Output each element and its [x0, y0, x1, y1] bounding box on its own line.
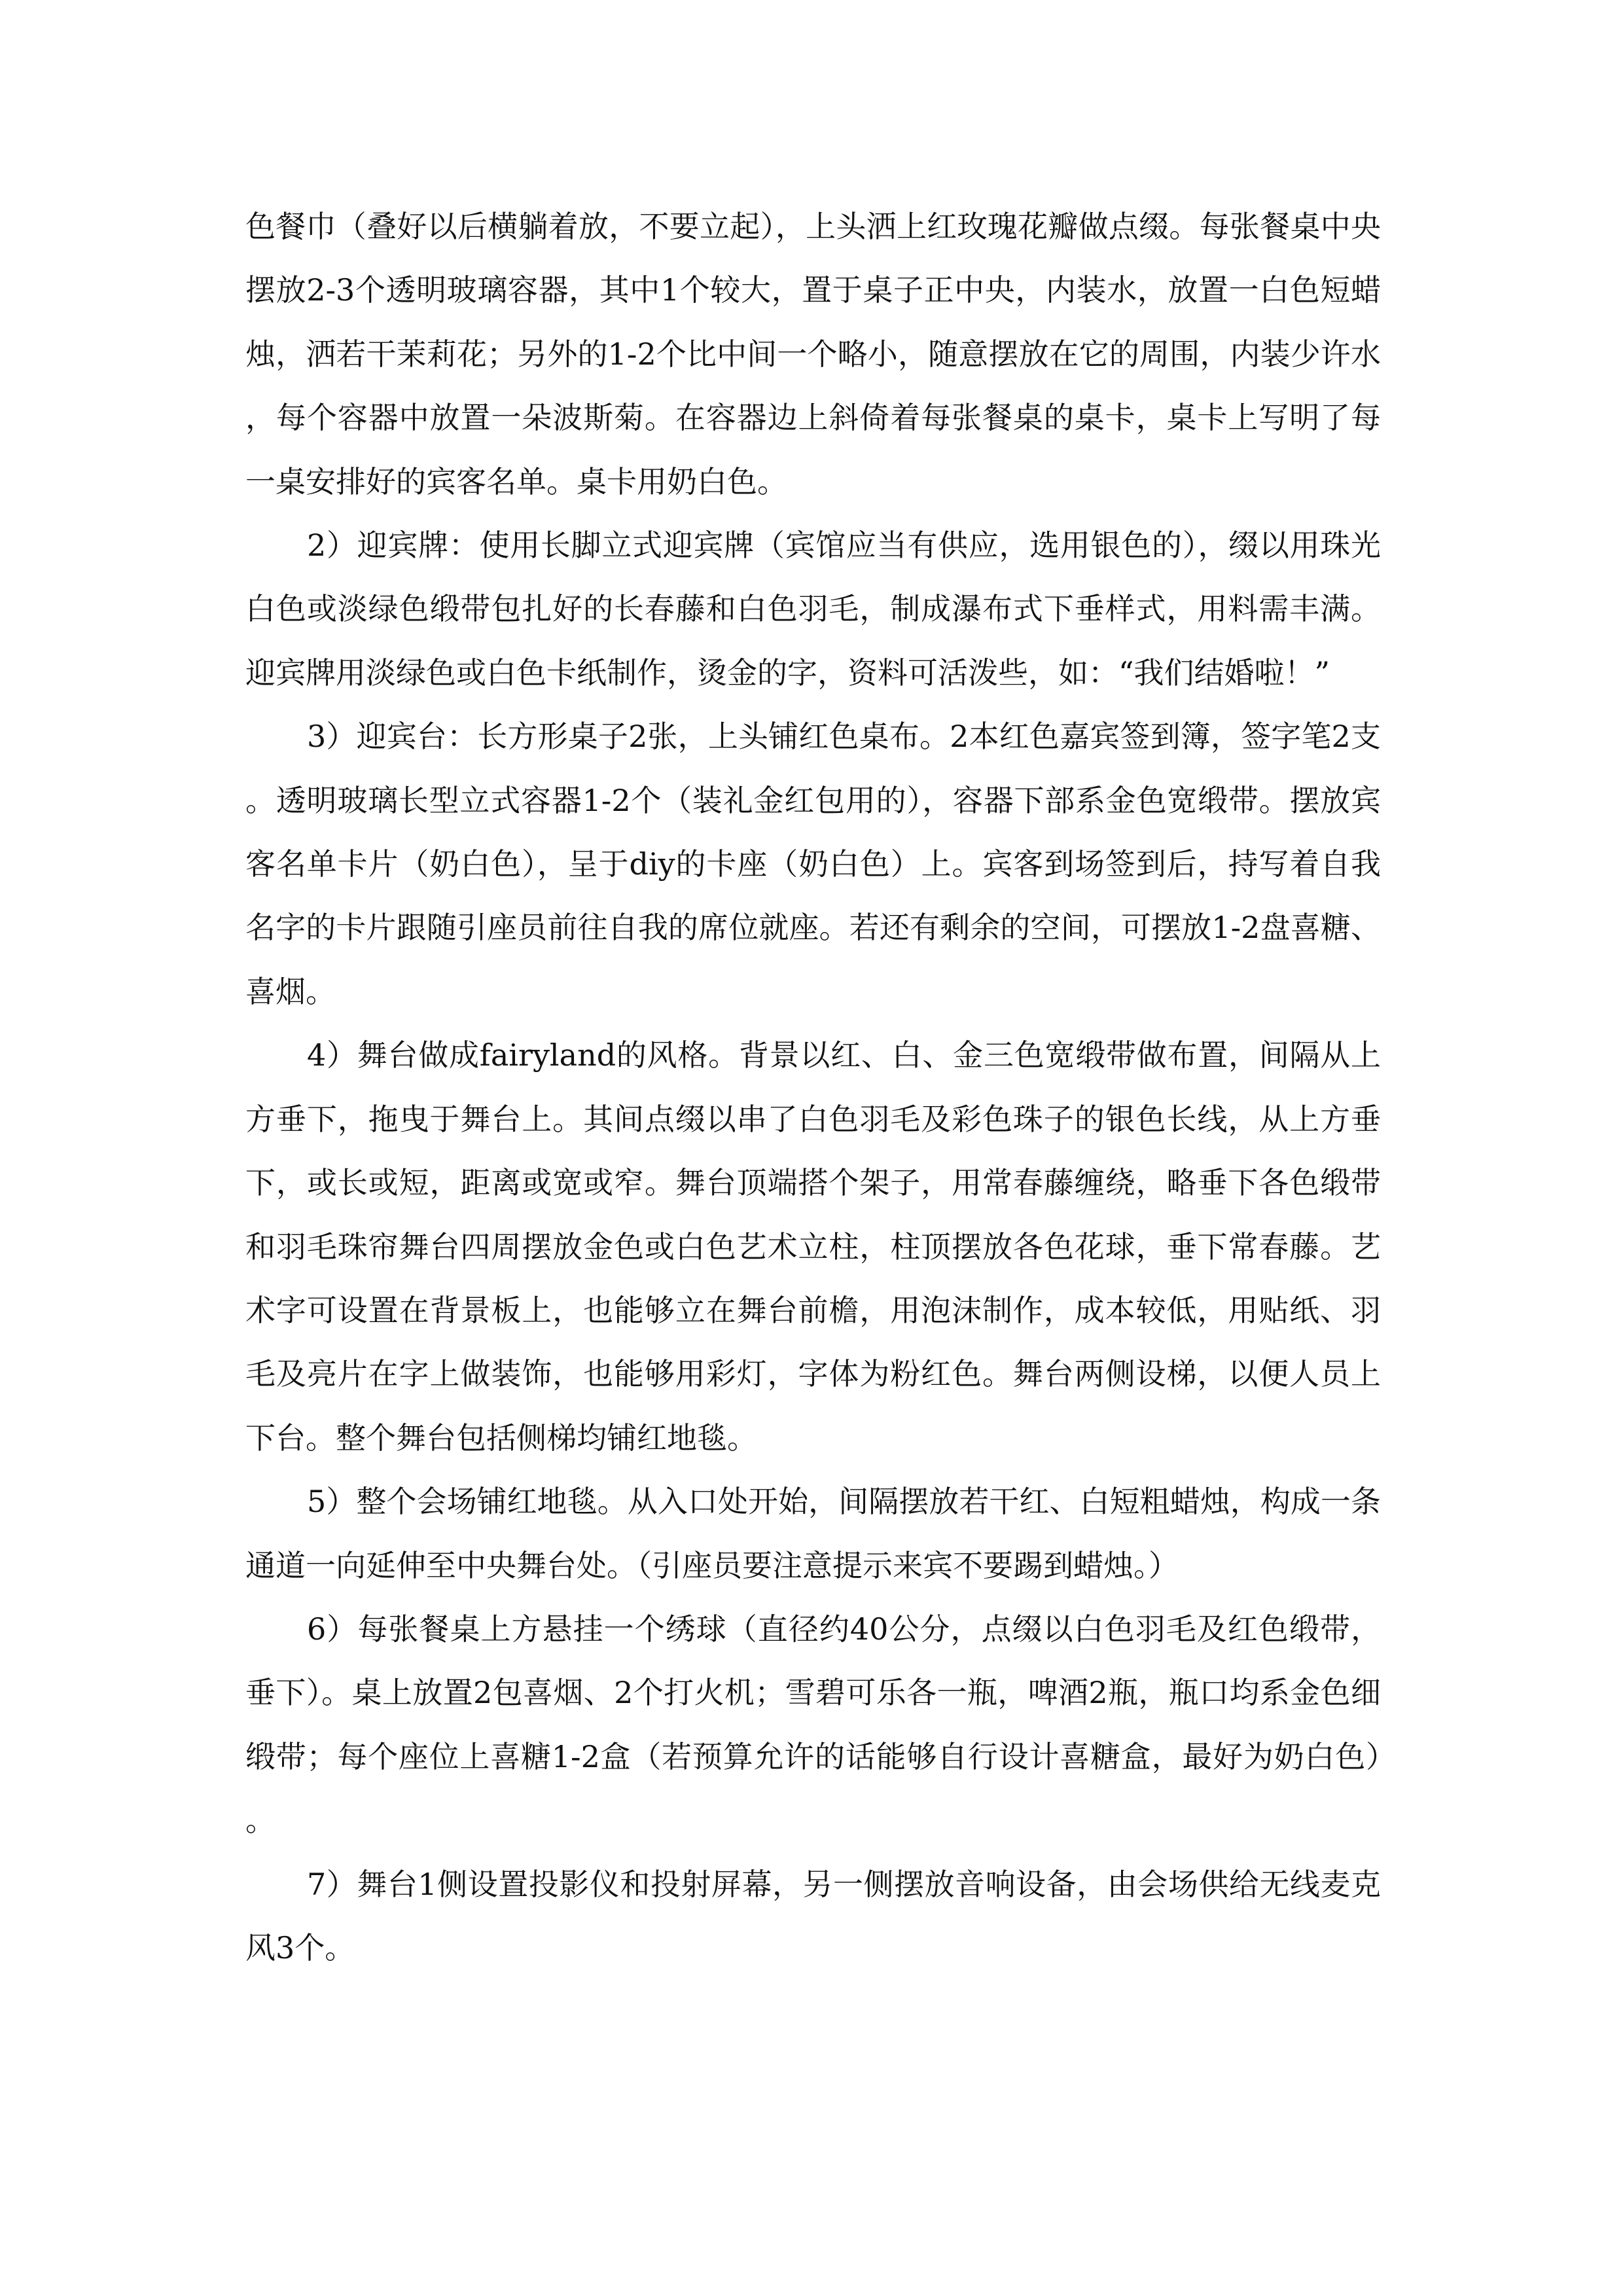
paragraph-red-carpet: 5）整个会场铺红地毯。从入口处开始，间隔摆放若干红、白短粗蜡烛，构成一条通道一向延伸至中央舞台处。（引座员要注意提示来宾不要踢到蜡烛。）	[245, 1484, 1381, 1583]
paragraph-stage-design: 4）舞台做成fairyland的风格。背景以红、白、金三色宽缎带做布置，间隔从上方垂下，拖曳于舞台上。其间点缀以串了白色羽毛及彩色珠子的银色长线，从上方垂下，或长或短，距离或宽或窄。舞台顶端搭个架子，用常春藤缠绕，略垂下各色缎带和羽毛珠帘舞台四周摆放金色或白色艺术立柱，柱顶摆放各色花球，垂下常春藤。艺术字可设置在背景板上，也能够立在舞台前檐，用泡沫制作，成本较低，用贴纸、羽毛及亮片在字上做装饰，也能够用彩灯，字体为粉红色。舞台两侧设梯，以便人员上下台。整个舞台包括侧梯均铺红地毯。	[245, 1037, 1381, 1456]
paragraph-table-setup: 色餐巾（叠好以后横躺着放，不要立起），上头洒上红玫瑰花瓣做点缀。每张餐桌中央摆放2-3个透明玻璃容器，其中1个较大，置于桌子正中央，内装水，放置一白色短蜡烛，洒若干茉莉花；另外的1-2个比中间一个略小，随意摆放在它的周围，内装少许水，每个容器中放置一朵波斯菊。在容器边上斜倚着每张餐桌的桌卡，桌卡上写明了每一桌安排好的宾客名单。桌卡用奶白色。	[245, 209, 1381, 499]
paragraph-reception-desk: 3）迎宾台：长方形桌子2张，上头铺红色桌布。2本红色嘉宾签到簿，签字笔2支。透明玻璃长型立式容器1-2个（装礼金红包用的），容器下部系金色宽缎带。摆放宾客名单卡片（奶白色），呈于diy的卡座（奶白色）上。宾客到场签到后，持写着自我名字的卡片跟随引座员前往自我的席位就座。若还有剩余的空间，可摆放1-2盘喜糖、喜烟。	[245, 719, 1381, 1009]
document-page	[245, 195, 1381, 1980]
paragraph-welcome-sign: 2）迎宾牌：使用长脚立式迎宾牌（宾馆应当有供应，选用银色的），缀以用珠光白色或淡绿色缎带包扎好的长春藤和白色羽毛，制成瀑布式下垂样式，用料需丰满。迎宾牌用淡绿色或白色卡纸制作，烫金的字，资料可活泼些，如：“我们结婚啦！”	[245, 528, 1381, 691]
paragraph-av-equipment: 7）舞台1侧设置投影仪和投射屏幕，另一侧摆放音响设备，由会场供给无线麦克风3个。	[245, 1866, 1381, 1965]
paragraph-table-decor: 6）每张餐桌上方悬挂一个绣球（直径约40公分，点缀以白色羽毛及红色缎带，垂下）。桌上放置2包喜烟、2个打火机；雪碧可乐各一瓶，啤酒2瓶，瓶口均系金色细缎带；每个座位上喜糖1-2盒（若预算允许的话能够自行设计喜糖盒，最好为奶白色）。	[245, 1611, 1381, 1839]
